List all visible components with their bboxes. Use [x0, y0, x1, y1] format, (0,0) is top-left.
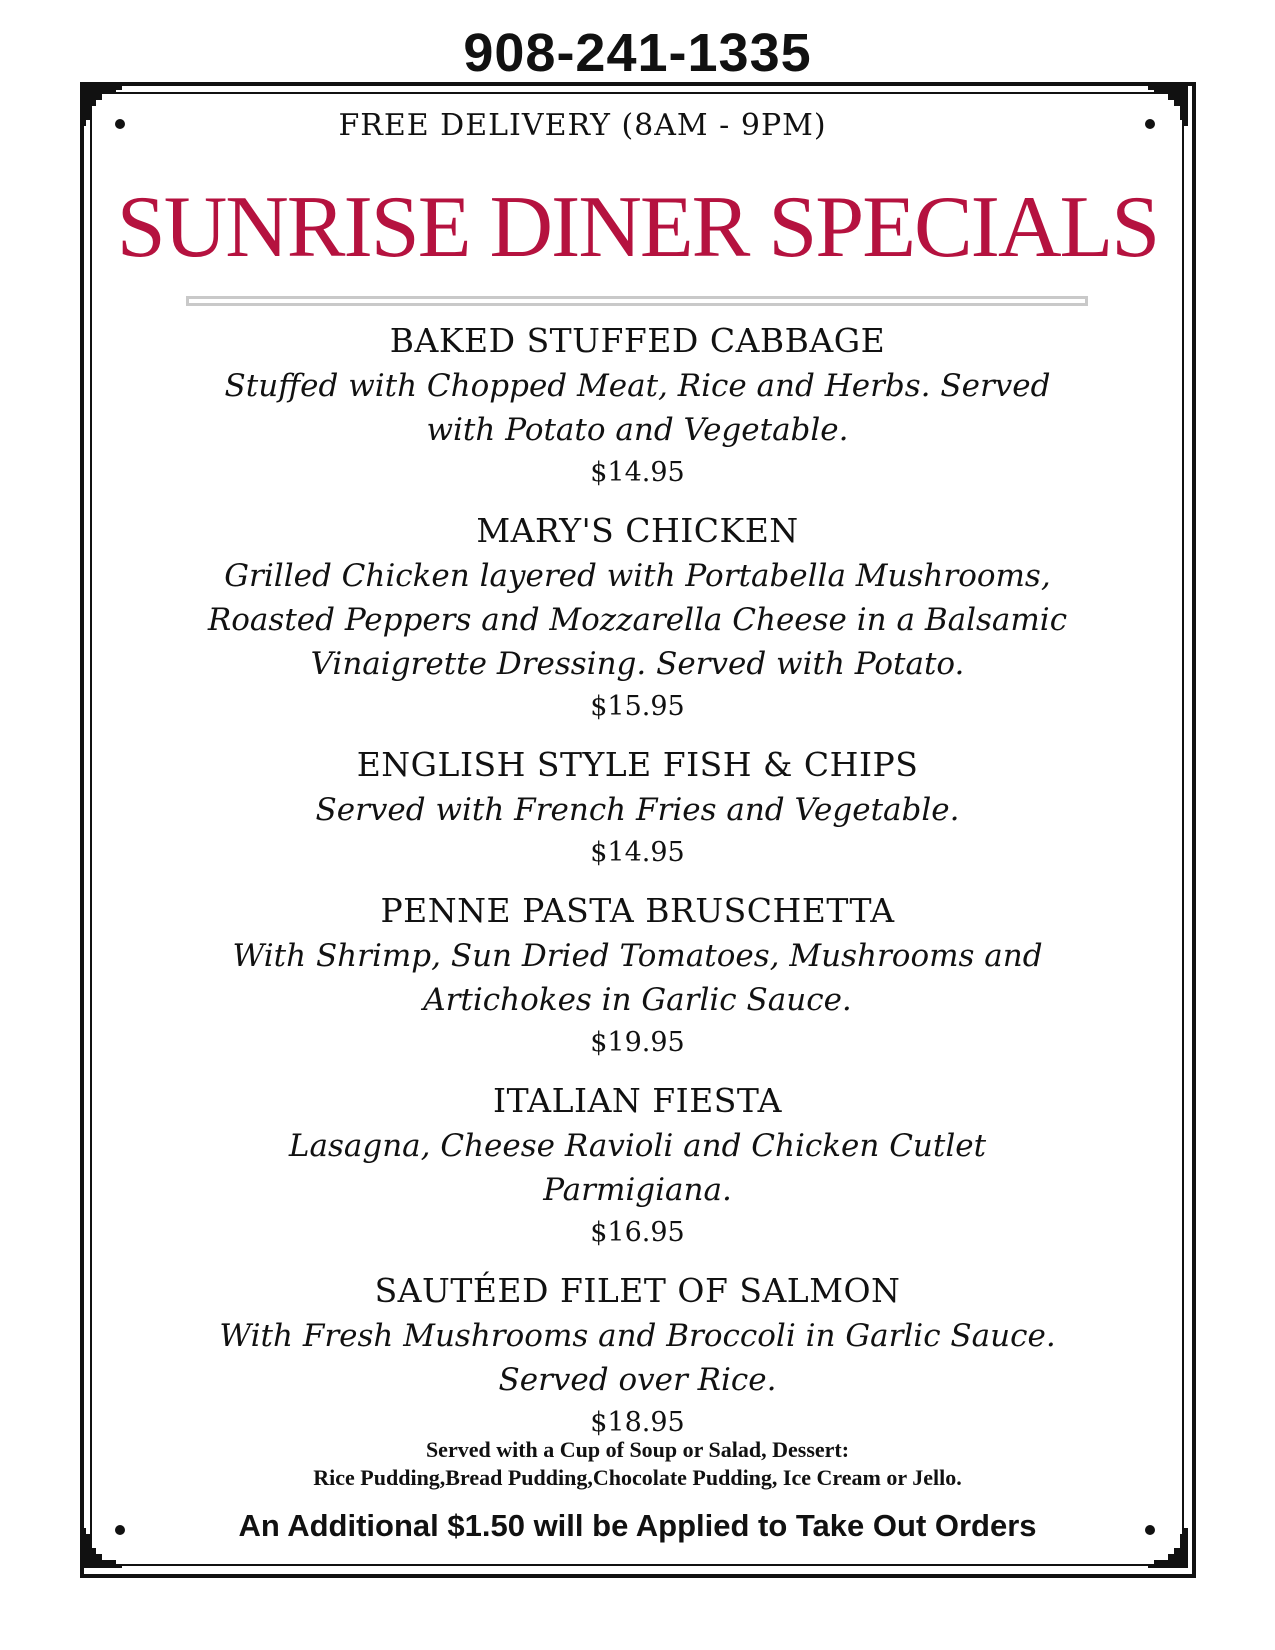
phone-number: 908-241-1335: [463, 23, 812, 83]
menu-item: [140, 742, 1135, 874]
menu-item-price: $14.95: [590, 457, 685, 488]
takeout-surcharge-notice: An Additional $1.50 will be Applied to Take Out Orders: [238, 1508, 1037, 1543]
sides-note-line-1: Served with a Cup of Soup or Salad, Dessert:: [425, 1437, 850, 1462]
menu-item: [140, 318, 1135, 494]
menu-item: [140, 508, 1135, 728]
menu-item-price: $15.95: [590, 691, 685, 722]
menu-item-name: MARY'S CHICKEN: [476, 511, 799, 550]
menu-item-name: ENGLISH STYLE FISH & CHIPS: [356, 745, 919, 784]
sides-note: [0, 1436, 1275, 1492]
menu-title: SUNRISE DINER SPECIALS: [116, 179, 1159, 276]
menu-item-description: With Fresh Mushrooms and Broccoli in Garlic Sauce. Served over Rice.: [219, 1318, 1056, 1398]
menu-item-description: Lasagna, Cheese Ravioli and Chicken Cutlet Parmigiana.: [288, 1128, 987, 1208]
menu-item-price: $18.95: [590, 1407, 685, 1438]
menu-item: [140, 1078, 1135, 1254]
menu-item-description: Stuffed with Chopped Meat, Rice and Herbs. Served with Potato and Vegetable.: [224, 368, 1051, 448]
menu-item-price: $14.95: [590, 837, 685, 868]
menu-item: [140, 888, 1135, 1064]
menu-item-price: $19.95: [590, 1027, 685, 1058]
specials-list: [140, 318, 1135, 1458]
menu-item-description: Served with French Fries and Vegetable.: [315, 792, 960, 828]
title-divider: [186, 296, 1088, 306]
menu-item-description: Grilled Chicken layered with Portabella Mushrooms, Roasted Peppers and Mozzarella Cheese in a Balsamic Vinaigrette Dressing. Served with Potato.: [207, 558, 1068, 682]
menu-item-name: BAKED STUFFED CABBAGE: [389, 321, 886, 360]
menu-item-name: PENNE PASTA BRUSCHETTA: [380, 891, 895, 930]
menu-item-description: With Shrimp, Sun Dried Tomatoes, Mushrooms and Artichokes in Garlic Sauce.: [232, 938, 1043, 1018]
delivery-notice: FREE DELIVERY (8AM - 9PM): [338, 108, 827, 143]
menu-item: [140, 1268, 1135, 1444]
sides-note-line-2: Rice Pudding,Bread Pudding,Chocolate Pudding, Ice Cream or Jello.: [313, 1465, 962, 1490]
menu-item-name: SAUTÉED FILET OF SALMON: [374, 1271, 901, 1310]
menu-item-name: ITALIAN FIESTA: [493, 1081, 782, 1120]
menu-item-price: $16.95: [590, 1217, 685, 1248]
